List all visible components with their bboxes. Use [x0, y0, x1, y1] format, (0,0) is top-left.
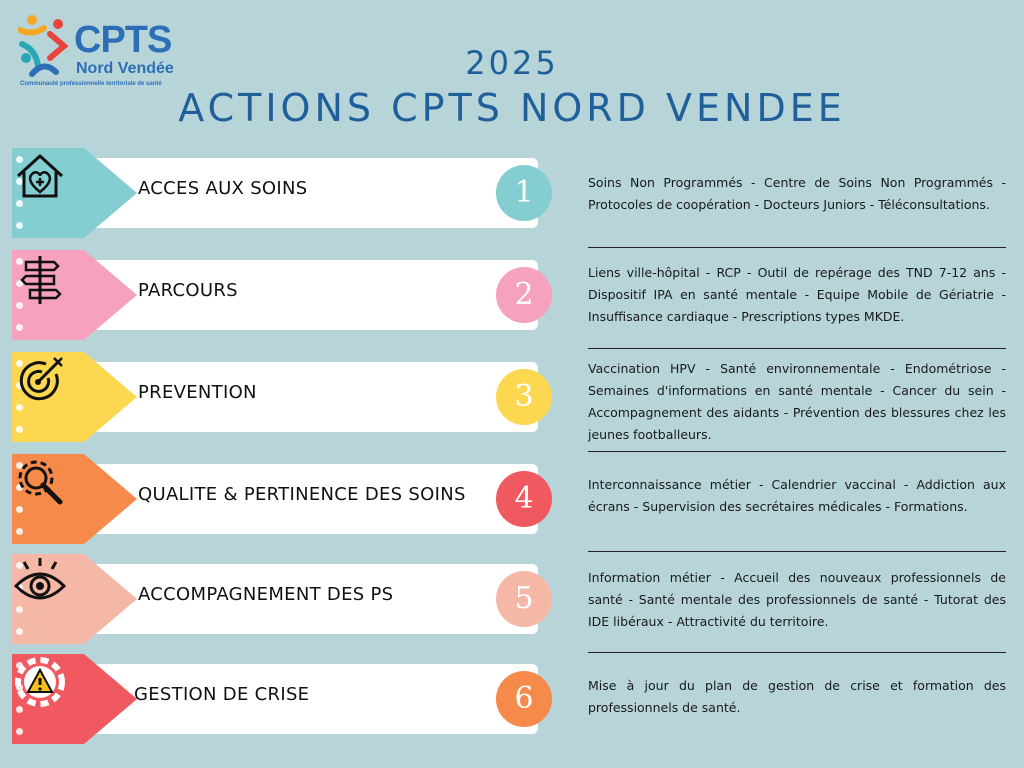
divider: [588, 652, 1006, 653]
divider: [588, 551, 1006, 552]
action-title: ACCOMPAGNEMENT DES PS: [138, 584, 394, 605]
action-tab: [12, 654, 137, 744]
logo-subtitle: Communauté professionnelle territoriale de santé: [20, 81, 162, 87]
action-number-badge: 6: [496, 671, 552, 727]
action-number-badge: 1: [496, 165, 552, 221]
gear-magnifier-icon: [12, 454, 68, 510]
action-row-3: [12, 352, 542, 442]
action-description: Information métier - Accueil des nouveaux professionnels de santé - Santé mentale des professionnels de santé - Tutorat des IDE libéraux - Attractivité du territoire.: [588, 570, 1006, 629]
action-row-5: [12, 554, 542, 644]
action-number-badge: 5: [496, 571, 552, 627]
action-description: Interconnaissance métier - Calendrier vaccinal - Addiction aux écrans - Supervision des secrétaires médicales - Formations.: [588, 477, 1006, 514]
action-description: Liens ville-hôpital - RCP - Outil de repérage des TND 7-12 ans - Dispositif IPA en santé mentale - Equipe Mobile de Gériatrie - Insuffisance cardiaque - Prescriptions types MKDE.: [588, 265, 1006, 324]
action-row-4: [12, 454, 542, 544]
action-description: Soins Non Programmés - Centre de Soins Non Programmés - Protocoles de coopération - Docteurs Juniors - Téléconsultations.: [588, 175, 1006, 212]
action-title: QUALITE & PERTINENCE DES SOINS: [138, 484, 466, 505]
action-description: Mise à jour du plan de gestion de crise et formation des professionnels de santé.: [588, 678, 1006, 715]
eye-icon: [12, 554, 68, 610]
divider: [588, 247, 1006, 248]
divider: [588, 348, 1006, 349]
warning-gear-icon: [12, 654, 68, 710]
action-number-badge: 2: [496, 267, 552, 323]
logo-name: CPTS: [74, 19, 172, 61]
logo-region: Nord Vendée: [76, 60, 174, 77]
signpost-icon: [12, 250, 68, 306]
action-description: Vaccination HPV - Santé environnementale - Endométriose - Semaines d'informations en santé mentale - Cancer du sein - Accompagnement des aidants - Prévention des blessures chez les jeunes footballeurs.: [588, 361, 1006, 442]
action-row-6: [12, 654, 542, 744]
action-row-1: [12, 148, 542, 238]
divider: [588, 451, 1006, 452]
action-title: PARCOURS: [138, 280, 238, 301]
house-heart-icon: [12, 148, 68, 204]
action-tab: [12, 454, 137, 544]
action-tab: [12, 148, 137, 238]
action-tab: [12, 554, 137, 644]
target-icon: [12, 352, 68, 408]
page-year: 2025: [465, 44, 559, 82]
action-tab: [12, 250, 137, 340]
action-tab: [12, 352, 137, 442]
action-title: PREVENTION: [138, 382, 257, 403]
page-title: ACTIONS CPTS NORD VENDEE: [178, 86, 846, 130]
action-number-badge: 4: [496, 471, 552, 527]
action-number-badge: 3: [496, 369, 552, 425]
action-title: GESTION DE CRISE: [134, 684, 310, 705]
action-title: ACCES AUX SOINS: [138, 178, 308, 199]
action-row-2: [12, 250, 542, 340]
